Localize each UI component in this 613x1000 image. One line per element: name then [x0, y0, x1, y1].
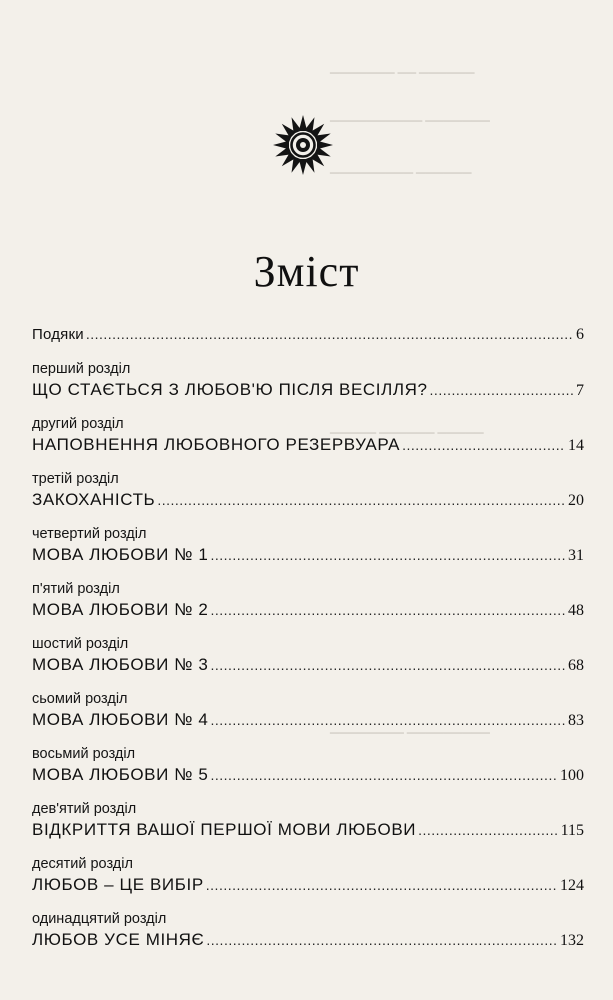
dot-leader: [206, 928, 557, 952]
chapter-title: ЗАКОХАНІСТЬ: [32, 490, 156, 509]
bleed-through-line: ▁▁▁▁▁▁▁ ▁▁ ▁▁▁▁▁▁: [330, 60, 475, 74]
page-number: 100: [560, 767, 584, 784]
chapter-number-label: третій розділ: [32, 471, 119, 487]
dot-leader: [210, 653, 565, 677]
dot-leader: [86, 322, 573, 346]
chapter-title: МОВА ЛЮБОВИ № 5: [32, 765, 209, 784]
chapter-number-label: дев'ятий розділ: [32, 801, 137, 817]
dot-leader: [206, 873, 557, 897]
toc-line: [32, 873, 584, 897]
chapter-number-label: перший розділ: [32, 361, 131, 377]
toc-entry[interactable]: [32, 525, 584, 567]
page-number: 20: [568, 492, 584, 509]
toc-entry[interactable]: [32, 580, 584, 622]
toc-entry[interactable]: [32, 322, 584, 346]
toc-entry[interactable]: [32, 855, 584, 897]
toc-line: [32, 708, 584, 732]
dot-leader: [210, 598, 565, 622]
sun-ornament-icon: [270, 112, 336, 178]
chapter-title: Подяки: [32, 326, 84, 343]
chapter-number-label: четвертий розділ: [32, 526, 147, 542]
chapter-title: МОВА ЛЮБОВИ № 3: [32, 655, 209, 674]
page-number: 124: [560, 877, 584, 894]
toc-line: [32, 322, 584, 346]
chapter-title: ЛЮБОВ УСЕ МІНЯЄ: [32, 930, 205, 949]
toc-line: [32, 378, 584, 402]
chapter-number-label: восьмий розділ: [32, 746, 136, 762]
dot-leader: [430, 378, 573, 402]
toc-line: [32, 653, 584, 677]
toc-line: [32, 488, 584, 512]
chapter-title: МОВА ЛЮБОВИ № 1: [32, 545, 209, 564]
toc-line: [32, 543, 584, 567]
chapter-number-label: шостий розділ: [32, 636, 129, 652]
page-number: 68: [568, 657, 584, 674]
chapter-title: МОВА ЛЮБОВИ № 4: [32, 710, 209, 729]
toc-line: [32, 763, 584, 787]
toc-line: [32, 433, 584, 457]
chapter-number-label: п'ятий розділ: [32, 581, 120, 597]
dot-leader: [402, 433, 565, 457]
dot-leader: [210, 708, 565, 732]
toc-entry[interactable]: [32, 690, 584, 732]
toc-entry[interactable]: [32, 800, 584, 842]
chapter-title: МОВА ЛЮБОВИ № 2: [32, 600, 209, 619]
toc-line: [32, 598, 584, 622]
chapter-number-label: десятий розділ: [32, 856, 133, 872]
chapter-number-label: сьомий розділ: [32, 691, 128, 707]
page-number: 14: [568, 437, 584, 454]
page-number: 7: [576, 382, 584, 399]
toc-entry[interactable]: [32, 910, 584, 952]
page-number: 115: [560, 822, 584, 839]
chapter-title: НАПОВНЕННЯ ЛЮБОВНОГО РЕЗЕРВУАРА: [32, 435, 401, 454]
page-number: 6: [576, 326, 584, 343]
bleed-through-line: ▁▁▁▁▁▁▁▁▁▁ ▁▁▁▁▁▁▁: [330, 108, 490, 122]
bleed-through-line: ▁▁▁▁▁▁▁▁▁ ▁▁▁▁▁▁: [330, 160, 472, 174]
chapter-title: ЩО СТАЄТЬСЯ З ЛЮБОВ'Ю ПІСЛЯ ВЕСІЛЛЯ?: [32, 380, 428, 399]
page-number: 48: [568, 602, 584, 619]
dot-leader: [418, 818, 558, 842]
toc-entry[interactable]: [32, 635, 584, 677]
toc-entry[interactable]: [32, 470, 584, 512]
bleed-through-line: ▁▁▁▁▁▁▁▁ ▁▁▁▁▁▁▁▁▁: [330, 720, 490, 734]
toc-line: [32, 928, 584, 952]
page-title: Зміст: [253, 247, 360, 296]
toc-entry[interactable]: [32, 415, 584, 457]
chapter-title: ЛЮБОВ – ЦЕ ВИБІР: [32, 875, 204, 894]
page-number: 83: [568, 712, 584, 729]
chapter-title: ВІДКРИТТЯ ВАШОЇ ПЕРШОЇ МОВИ ЛЮБОВИ: [32, 820, 417, 839]
bleed-through-line: ▁▁▁▁▁ ▁▁▁▁▁▁ ▁▁▁▁▁: [330, 420, 484, 434]
toc-line: [32, 818, 584, 842]
dot-leader: [210, 543, 565, 567]
toc-entry[interactable]: [32, 360, 584, 402]
chapter-number-label: другий розділ: [32, 416, 124, 432]
page-number: 132: [560, 932, 584, 949]
dot-leader: [157, 488, 565, 512]
dot-leader: [210, 763, 557, 787]
chapter-number-label: одинадцятий розділ: [32, 911, 167, 927]
page-number: 31: [568, 547, 584, 564]
toc-entry[interactable]: [32, 745, 584, 787]
